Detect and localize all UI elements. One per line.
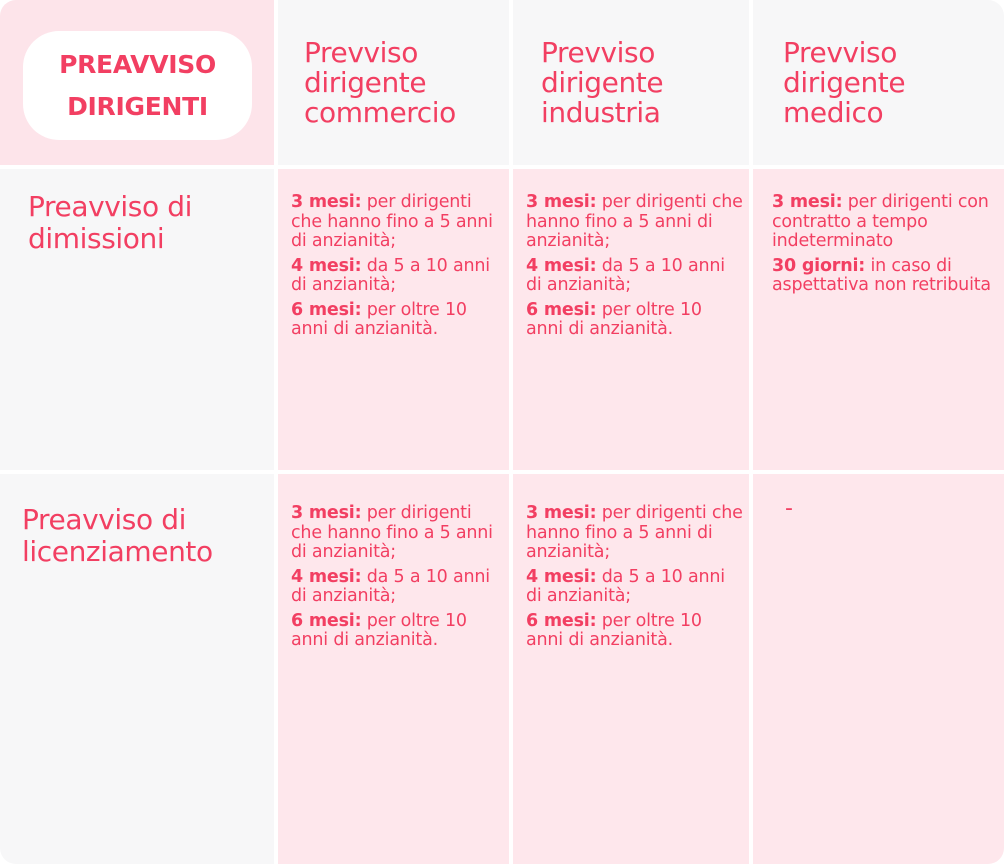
notice-entry bbox=[291, 193, 503, 252]
notice-duration: 6 mesi: bbox=[291, 299, 362, 320]
row-header-licenziamento bbox=[0, 474, 274, 864]
table-cell bbox=[753, 474, 1004, 864]
notice-description: per oltre 10 anni di anzianità. bbox=[526, 610, 702, 650]
table-cell bbox=[278, 169, 509, 470]
notice-duration: 6 mesi: bbox=[291, 610, 362, 631]
notice-duration: 3 mesi: bbox=[526, 192, 597, 212]
row-header-label: Preavviso di licenziamento bbox=[22, 503, 213, 568]
table-corner-cell bbox=[0, 0, 274, 165]
column-header-label: Prevviso dirigente industria bbox=[541, 36, 664, 129]
column-header-commercio bbox=[278, 0, 509, 165]
notice-description: per dirigenti che hanno fino a 5 anni di anzianità; bbox=[291, 503, 493, 562]
notice-entry bbox=[526, 193, 743, 252]
notice-description: da 5 a 10 anni di anzianità; bbox=[526, 255, 725, 295]
notice-description: per dirigenti che hanno fino a 5 anni di anzianità; bbox=[526, 192, 743, 251]
column-header-label: Prevviso dirigente commercio bbox=[304, 36, 456, 129]
table-cell bbox=[513, 169, 749, 470]
notice-description: da 5 a 10 anni di anzianità; bbox=[526, 566, 725, 606]
notice-entry bbox=[772, 257, 998, 296]
notice-duration: 6 mesi: bbox=[526, 299, 597, 320]
table-cell bbox=[513, 474, 749, 864]
notice-entry bbox=[526, 504, 743, 563]
row-header-label: Preavviso di dimissioni bbox=[28, 190, 192, 255]
notice-entry bbox=[291, 301, 503, 340]
notice-duration: 30 giorni: bbox=[772, 255, 866, 276]
notice-entry bbox=[772, 193, 998, 252]
notice-description: per dirigenti con contratto a tempo indeterminato bbox=[772, 192, 989, 251]
notice-description: per dirigenti che hanno fino a 5 anni di anzianità; bbox=[526, 503, 743, 562]
table-cell bbox=[278, 474, 509, 864]
notice-entry bbox=[291, 612, 503, 651]
notice-duration: 3 mesi: bbox=[772, 192, 843, 212]
notice-description: per dirigenti che hanno fino a 5 anni di anzianità; bbox=[291, 192, 493, 251]
notice-duration: 4 mesi: bbox=[526, 255, 597, 276]
notice-entry bbox=[291, 568, 503, 607]
notice-duration: 3 mesi: bbox=[291, 192, 362, 212]
notice-entry bbox=[291, 504, 503, 563]
notice-duration: 4 mesi: bbox=[526, 566, 597, 587]
notice-entry bbox=[526, 301, 743, 340]
notice-duration: 4 mesi: bbox=[291, 566, 362, 587]
column-header-medico bbox=[753, 0, 1004, 165]
notice-entry bbox=[291, 257, 503, 296]
column-header-label: Prevviso dirigente medico bbox=[783, 36, 906, 129]
notice-duration: 6 mesi: bbox=[526, 610, 597, 631]
notice-description: per oltre 10 anni di anzianità. bbox=[291, 299, 467, 339]
notice-duration: 4 mesi: bbox=[291, 255, 362, 276]
notice-description: in caso di aspettativa non retribuita bbox=[772, 255, 991, 295]
notice-description: per oltre 10 anni di anzianità. bbox=[291, 610, 467, 650]
notice-entry bbox=[526, 257, 743, 296]
empty-value-dash: - bbox=[785, 496, 793, 521]
column-header-industria bbox=[513, 0, 749, 165]
notice-entry bbox=[526, 612, 743, 651]
notice-description: da 5 a 10 anni di anzianità; bbox=[291, 566, 490, 606]
notice-entry bbox=[526, 568, 743, 607]
row-header-dimissioni bbox=[0, 169, 274, 470]
notice-description: da 5 a 10 anni di anzianità; bbox=[291, 255, 490, 295]
table-cell bbox=[753, 169, 1004, 470]
table-title: PREAVVISO DIRIGENTI bbox=[23, 31, 252, 140]
notice-duration: 3 mesi: bbox=[526, 503, 597, 523]
notice-description: per oltre 10 anni di anzianità. bbox=[526, 299, 702, 339]
notice-duration: 3 mesi: bbox=[291, 503, 362, 523]
